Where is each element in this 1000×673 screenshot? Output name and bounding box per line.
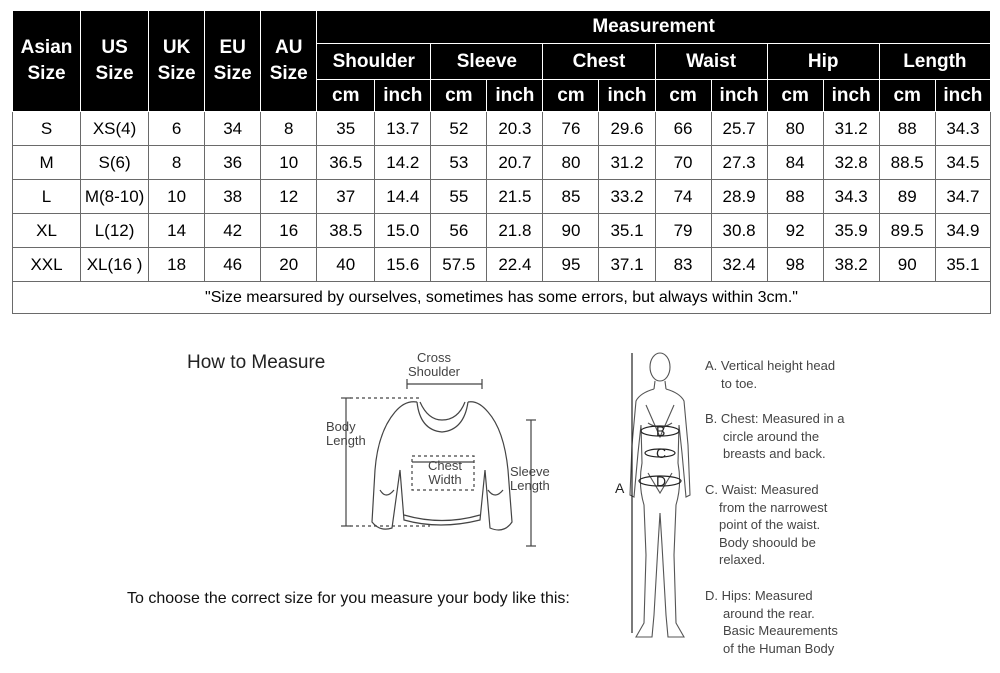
header-us-size: US Size xyxy=(81,11,149,112)
table-cell: 25.7 xyxy=(711,112,767,146)
table-cell: XL(16 ) xyxy=(81,248,149,282)
table-cell: 6 xyxy=(149,112,205,146)
table-cell: M(8-10) xyxy=(81,180,149,214)
table-cell: 36 xyxy=(205,146,261,180)
chest-width-label: Chest Width xyxy=(428,458,462,487)
table-cell: 21.5 xyxy=(487,180,543,214)
table-cell: 57.5 xyxy=(431,248,487,282)
table-cell: 38.5 xyxy=(317,214,375,248)
table-cell: 31.2 xyxy=(823,112,879,146)
table-row xyxy=(13,248,991,282)
table-cell: 34 xyxy=(205,112,261,146)
table-cell: 76 xyxy=(543,112,599,146)
table-cell: 22.4 xyxy=(487,248,543,282)
table-cell: 32.4 xyxy=(711,248,767,282)
table-cell: 66 xyxy=(655,112,711,146)
unit-cm: cm xyxy=(767,80,823,112)
measure-instruction: To choose the correct size for you measure your body like this: xyxy=(127,590,570,607)
table-cell: S(6) xyxy=(81,146,149,180)
table-cell: 89 xyxy=(879,180,935,214)
table-cell: XS(4) xyxy=(81,112,149,146)
header-au-size: AU Size xyxy=(261,11,317,112)
unit-cm: cm xyxy=(317,80,375,112)
table-cell: 88 xyxy=(767,180,823,214)
unit-inch: inch xyxy=(823,80,879,112)
header-eu-size: EU Size xyxy=(205,11,261,112)
table-cell: 79 xyxy=(655,214,711,248)
table-cell: 55 xyxy=(431,180,487,214)
table-cell: 37.1 xyxy=(599,248,655,282)
table-cell: 16 xyxy=(261,214,317,248)
table-cell: 88.5 xyxy=(879,146,935,180)
table-cell: 46 xyxy=(205,248,261,282)
table-cell: L xyxy=(13,180,81,214)
table-cell: 28.9 xyxy=(711,180,767,214)
table-row xyxy=(13,214,991,248)
table-cell: 32.8 xyxy=(823,146,879,180)
table-cell: 14.2 xyxy=(375,146,431,180)
table-cell: 88 xyxy=(879,112,935,146)
table-cell: XL xyxy=(13,214,81,248)
header-shoulder: Shoulder xyxy=(317,44,431,80)
table-row xyxy=(13,146,991,180)
table-cell: L(12) xyxy=(81,214,149,248)
table-cell: 10 xyxy=(149,180,205,214)
unit-inch: inch xyxy=(375,80,431,112)
header-waist: Waist xyxy=(655,44,767,80)
table-cell: XXL xyxy=(13,248,81,282)
table-cell: 13.7 xyxy=(375,112,431,146)
body-label-d: D xyxy=(656,473,667,489)
unit-cm: cm xyxy=(431,80,487,112)
body-label-b: B xyxy=(656,423,666,439)
table-cell: 89.5 xyxy=(879,214,935,248)
size-chart-table xyxy=(12,10,991,314)
table-cell: M xyxy=(13,146,81,180)
table-cell: 56 xyxy=(431,214,487,248)
table-cell: 74 xyxy=(655,180,711,214)
table-cell: 30.8 xyxy=(711,214,767,248)
header-hip: Hip xyxy=(767,44,879,80)
header-measurement: Measurement xyxy=(317,11,991,44)
table-cell: 35.1 xyxy=(599,214,655,248)
table-cell: 10 xyxy=(261,146,317,180)
note-d: D. Hips: Measured around the rear. Basic Meaurements of the Human Body xyxy=(705,588,838,656)
table-cell: 34.5 xyxy=(935,146,990,180)
table-cell: 20 xyxy=(261,248,317,282)
note-a: A. Vertical height head to toe. xyxy=(705,358,836,391)
table-cell: 85 xyxy=(543,180,599,214)
measurement-footnote: "Size mearsured by ourselves, sometimes has some errors, but always within 3cm." xyxy=(13,282,991,314)
table-cell: 12 xyxy=(261,180,317,214)
table-cell: 53 xyxy=(431,146,487,180)
table-cell: 80 xyxy=(543,146,599,180)
table-cell: 84 xyxy=(767,146,823,180)
unit-inch: inch xyxy=(599,80,655,112)
table-cell: 38.2 xyxy=(823,248,879,282)
table-cell: 92 xyxy=(767,214,823,248)
table-cell: 31.2 xyxy=(599,146,655,180)
table-cell: 34.3 xyxy=(823,180,879,214)
table-cell: 80 xyxy=(767,112,823,146)
table-cell: 90 xyxy=(543,214,599,248)
table-row xyxy=(13,180,991,214)
table-cell: 15.6 xyxy=(375,248,431,282)
header-asian-size: Asian Size xyxy=(13,11,81,112)
size-rows xyxy=(13,112,991,282)
unit-cm: cm xyxy=(543,80,599,112)
table-cell: 8 xyxy=(261,112,317,146)
note-b: B. Chest: Measured in a circle around the breasts and back. xyxy=(705,411,845,461)
header-sleeve: Sleeve xyxy=(431,44,543,80)
sleeve-length-label: Sleeve Length xyxy=(510,464,550,493)
table-cell: 20.3 xyxy=(487,112,543,146)
header-length: Length xyxy=(879,44,990,80)
table-cell: 34.7 xyxy=(935,180,990,214)
table-cell: 35.9 xyxy=(823,214,879,248)
table-cell: 33.2 xyxy=(599,180,655,214)
header-uk-size: UK Size xyxy=(149,11,205,112)
table-cell: 38 xyxy=(205,180,261,214)
table-cell: 52 xyxy=(431,112,487,146)
table-cell: 8 xyxy=(149,146,205,180)
how-to-measure-title: How to Measure xyxy=(187,352,326,373)
cross-shoulder-label: Cross Shoulder xyxy=(407,350,461,379)
garment-measure-diagram xyxy=(320,350,560,560)
table-cell: 35 xyxy=(317,112,375,146)
table-cell: 98 xyxy=(767,248,823,282)
header-chest: Chest xyxy=(543,44,655,80)
body-label-a: A xyxy=(615,480,625,496)
note-c: C. Waist: Measured from the narrowest point of the waist. Body shoould be relaxed. xyxy=(705,482,828,567)
table-cell: 14 xyxy=(149,214,205,248)
unit-cm: cm xyxy=(655,80,711,112)
table-cell: 14.4 xyxy=(375,180,431,214)
table-cell: 70 xyxy=(655,146,711,180)
unit-cm: cm xyxy=(879,80,935,112)
table-cell: 20.7 xyxy=(487,146,543,180)
table-cell: 90 xyxy=(879,248,935,282)
table-cell: 42 xyxy=(205,214,261,248)
table-cell: 36.5 xyxy=(317,146,375,180)
table-cell: 27.3 xyxy=(711,146,767,180)
unit-inch: inch xyxy=(487,80,543,112)
table-cell: 37 xyxy=(317,180,375,214)
table-row xyxy=(13,112,991,146)
table-cell: 95 xyxy=(543,248,599,282)
body-label-c: C xyxy=(656,445,667,461)
unit-inch: inch xyxy=(711,80,767,112)
table-cell: 18 xyxy=(149,248,205,282)
table-cell: 35.1 xyxy=(935,248,990,282)
table-cell: 15.0 xyxy=(375,214,431,248)
table-cell: 83 xyxy=(655,248,711,282)
unit-inch: inch xyxy=(935,80,990,112)
table-cell: 34.9 xyxy=(935,214,990,248)
table-cell: 21.8 xyxy=(487,214,543,248)
table-cell: 34.3 xyxy=(935,112,990,146)
body-length-label: Body Length xyxy=(326,419,366,448)
table-cell: S xyxy=(13,112,81,146)
table-cell: 40 xyxy=(317,248,375,282)
table-cell: 29.6 xyxy=(599,112,655,146)
